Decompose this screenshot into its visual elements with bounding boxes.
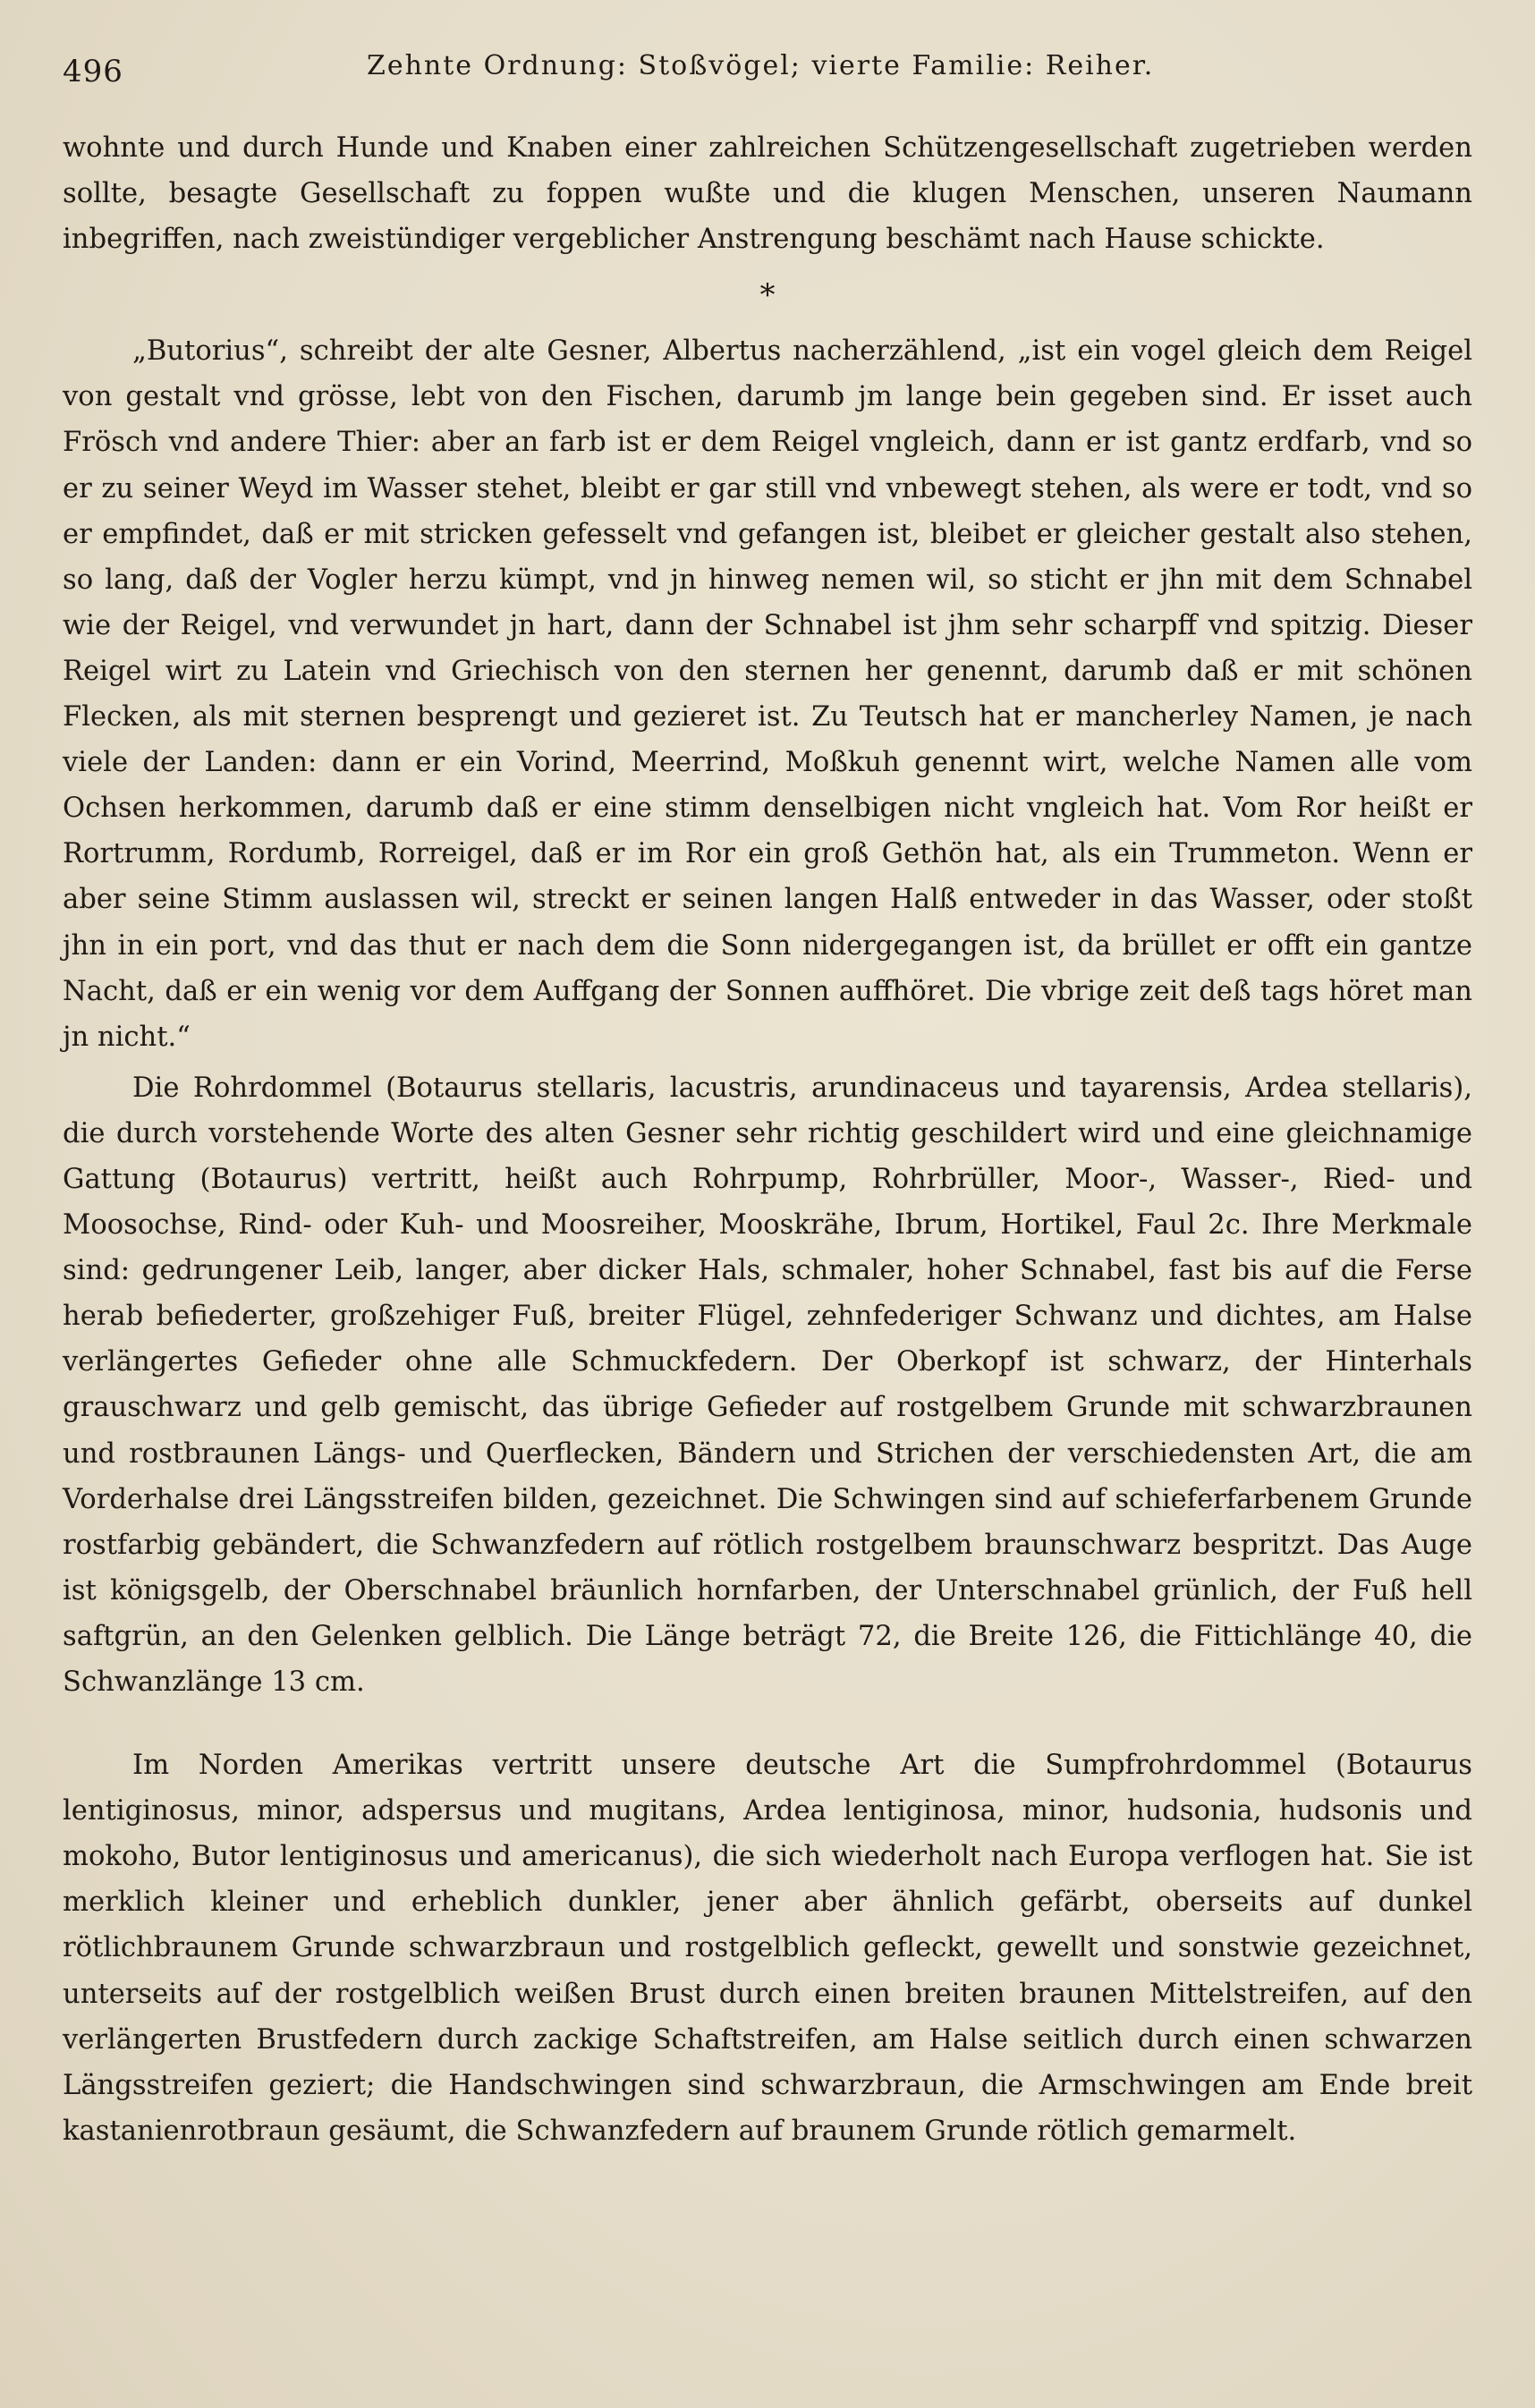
paragraph-rohrdommel: Die Rohrdommel (Botaurus stellaris, lacustris, arundinaceus und tayarensis, Ardea stellaris), die durch vorstehende Worte des alten Gesner sehr richtig geschildert wird und eine gleichnamige Gattung (Botaurus) vertritt, heißt auch Rohrpump, Rohrbrüller, Moor-, Wasser-, Ried- und Moosochse, Rind- oder Kuh- und Moosreiher, Mooskrähe, Ibrum, Hortikel, Faul 2c. Ihre Merkmale sind: gedrungener Leib, langer, aber dicker Hals, schmaler, hoher Schnabel, fast bis auf die Ferse herab befiederter, großzehiger Fuß, breiter Flügel, zehnfederiger Schwanz und dichtes, am Halse verlängertes Gefieder ohne alle Schmuckfedern. Der Oberkopf ist schwarz, der Hinterhals grauschwarz und gelb gemischt, das übrige Gefieder auf rostgelbem Grunde mit schwarzbraunen und rostbraunen Längs- und Querflecken, Bändern und Strichen der verschiedensten Art, die am Vorderhalse drei Längsstreifen bilden, gezeichnet. Die Schwingen sind auf schieferfarbenem Grunde rostfarbig gebändert, die Schwanzfedern auf rötlich rostgelbem braunschwarz bespritzt. Das Auge ist königsgelb, der Oberschnabel bräunlich hornfarben, der Unterschnabel grünlich, der Fuß hell saftgrün, an den Gelenken gelblich. Die Länge beträgt 72, die Breite 126, die Fittichlänge 40, die Schwanzlänge 13 cm. (63, 1072, 1472, 1698)
paragraph-gesner-quote: „Butorius“, schreibt der alte Gesner, Albertus nacherzählend, „ist ein vogel gleich dem Reigel von gestalt vnd grösse, lebt von den Fischen, darumb jm lange bein gegeben sind. Er isset auch Frösch vnd andere Thier: aber an farb ist er dem Reigel vngleich, dann er ist gantz erdfarb, vnd so er zu seiner Weyd im Wasser stehet, bleibt er gar still vnd vnbewegt stehen, als were er todt, vnd so er empfindet, daß er mit stricken gefesselt vnd gefangen ist, bleibet er gleicher gestalt also stehen, so lang, daß der Vogler herzu kümpt, vnd jn hinweg nemen wil, so sticht er jhn mit dem Schnabel wie der Reigel, vnd verwundet jn hart, dann der Schnabel ist jhm sehr scharpff vnd spitzig. Dieser Reigel wirt zu Latein vnd Griechisch von den sternen her genennt, darumb daß er mit schönen Flecken, als mit sternen besprengt und gezieret ist. Zu Teutsch hat er mancherley Namen, je nach viele der Landen: dann er ein Vorind, Meerrind, Moßkuh genennt wirt, welche Namen alle vom Ochsen herkommen, darumb daß er eine stimm denselbigen nicht vngleich hat. Vom Ror heißt er Rortrumm, Rordumb, Rorreigel, daß er im Ror ein groß Gethön hat, als ein Trummeton. Wenn er aber seine Stimm auslassen wil, streckt er seinen langen Halß entweder in das Wasser, oder stoßt jhn in ein port, vnd das thut er nach dem die Sonn nidergegangen ist, da brüllet er offt ein gantze Nacht, daß er ein wenig vor dem Auffgang der Sonnen auffhöret. Die vbrige zeit deß tags höret man jn nicht.“ (63, 335, 1472, 1053)
page-header (63, 41, 1472, 95)
section-separator: * (759, 277, 776, 314)
paragraph-continuation: wohnte und durch Hunde und Knaben einer zahlreichen Schützengesellschaft zugetrieben werden sollte, besagte Gesellschaft zu foppen wußte und die klugen Menschen, unseren Naumann inbegriffen, nach zweistündiger vergeblicher Anstrengung beschämt nach Hause schickte. (63, 132, 1472, 256)
paragraph-sumpfrohrdommel: Im Norden Amerikas vertritt unsere deutsche Art die Sumpfrohrdommel (Botaurus lentiginosus, minor, adspersus und mugitans, Ardea lentiginosa, minor, hudsonia, hudsonis und mokoho, Butor lentiginosus und americanus), die sich wiederholt nach Europa verflogen hat. Sie ist merklich kleiner und erheblich dunkler, jener aber ähnlich gefärbt, oberseits auf dunkel rötlichbraunem Grunde schwarzbraun und rostgelblich gefleckt, gewellt und sonstwie gezeichnet, unterseits auf der rostgelblich weißen Brust durch einen breiten braunen Mittelstreifen, auf den verlängerten Brustfedern durch zackige Schaftstreifen, am Halse seitlich durch einen schwarzen Längsstreifen geziert; die Handschwingen sind schwarzbraun, die Armschwingen am Ende breit kastanienrotbraun gesäumt, die Schwanzfedern auf braunem Grunde rötlich gemarmelt. (63, 1750, 1472, 2147)
running-head: Zehnte Ordnung: Stoßvögel; vierte Familie: Reiher. (367, 50, 1155, 81)
body-text (63, 125, 1472, 2154)
page-number: 496 (63, 54, 123, 89)
